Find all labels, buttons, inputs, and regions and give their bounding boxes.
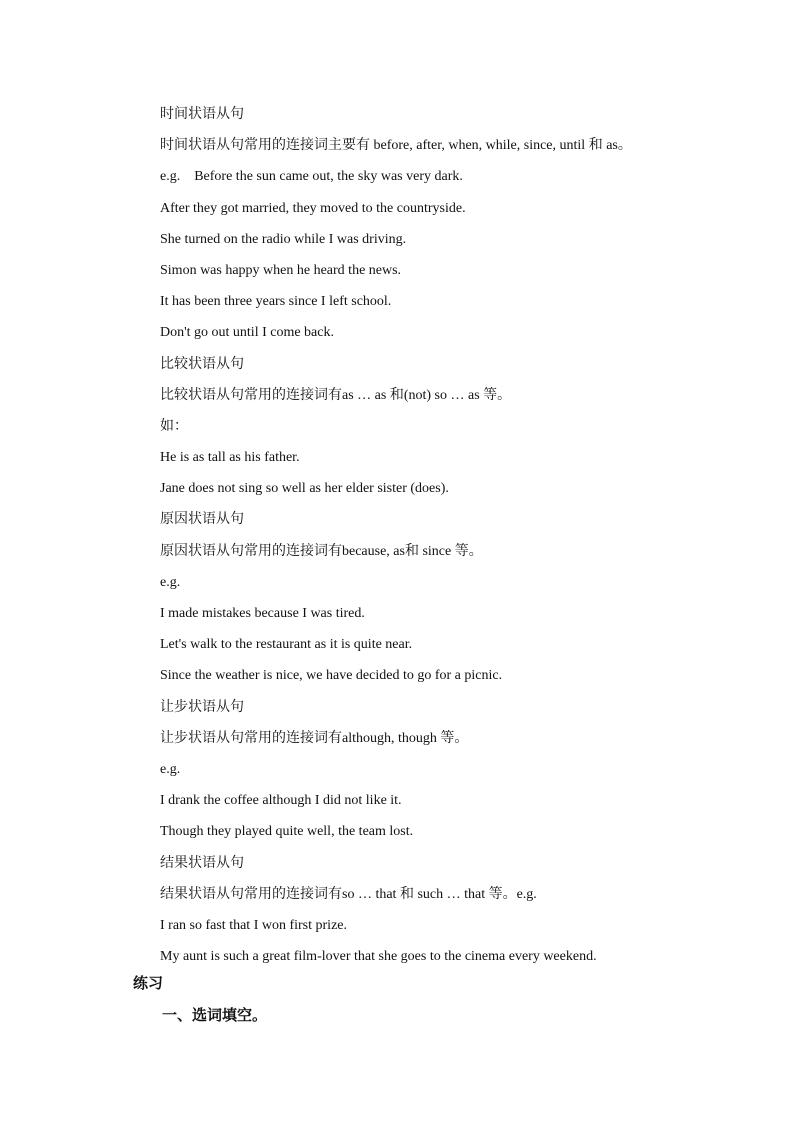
text-line: 原因状语从句常用的连接词有because, as和 since 等。 (160, 543, 483, 559)
practice-title: 练习 (133, 974, 164, 992)
example-line: Though they played quite well, the team lost. (160, 824, 414, 840)
section-heading-comparison-clause: 比较状语从句 (160, 355, 244, 372)
example-line: Since the weather is nice, we have decided to go for a picnic. (160, 668, 503, 684)
practice-subtitle: 一、选词填空。 (162, 1006, 268, 1024)
grammar-notes (160, 99, 760, 972)
example-line: Jane does not sing so well as her elder sister (does). (160, 481, 449, 497)
text-line: 比较状语从句常用的连接词有as … as 和(not) so … as 等。 (160, 387, 512, 403)
example-line: After they got married, they moved to the countryside. (160, 200, 466, 216)
section-heading-time-clause: 时间状语从句 (160, 106, 244, 122)
example-line: Simon was happy when he heard the news. (160, 262, 402, 278)
example-label: e.g. (160, 574, 181, 590)
example-line: It has been three years since I left school. (160, 294, 392, 310)
example-line: Let's walk to the restaurant as it is quite near. (160, 637, 413, 653)
example-line: He is as tall as his father. (160, 450, 300, 466)
example-line: She turned on the radio while I was driving. (160, 231, 407, 247)
section-heading-result-clause: 结果状语从句 (160, 854, 244, 871)
example-line: I drank the coffee although I did not like it. (160, 793, 402, 809)
section-heading-reason-clause: 原因状语从句 (160, 511, 244, 528)
example-line: I made mistakes because I was tired. (160, 606, 365, 621)
example-line: My aunt is such a great film-lover that she goes to the cinema every weekend. (160, 949, 597, 965)
section-heading-concession-clause: 让步状语从句 (160, 698, 244, 715)
text-line: 让步状语从句常用的连接词有although, though 等。 (160, 730, 469, 746)
example-label: e.g. (160, 761, 181, 777)
text-line: 如： (160, 418, 188, 434)
example-line: e.g. Before the sun came out, the sky was very dark. (160, 169, 463, 185)
text-line: 时间状语从句常用的连接词主要有 before, after, when, while, since, until 和 as。 (160, 138, 632, 154)
example-line: I ran so fast that I won first prize. (160, 917, 347, 933)
example-line: Don't go out until I come back. (160, 325, 334, 341)
text-line: 结果状语从句常用的连接词有so … that 和 such … that 等。e.g. (160, 886, 537, 902)
